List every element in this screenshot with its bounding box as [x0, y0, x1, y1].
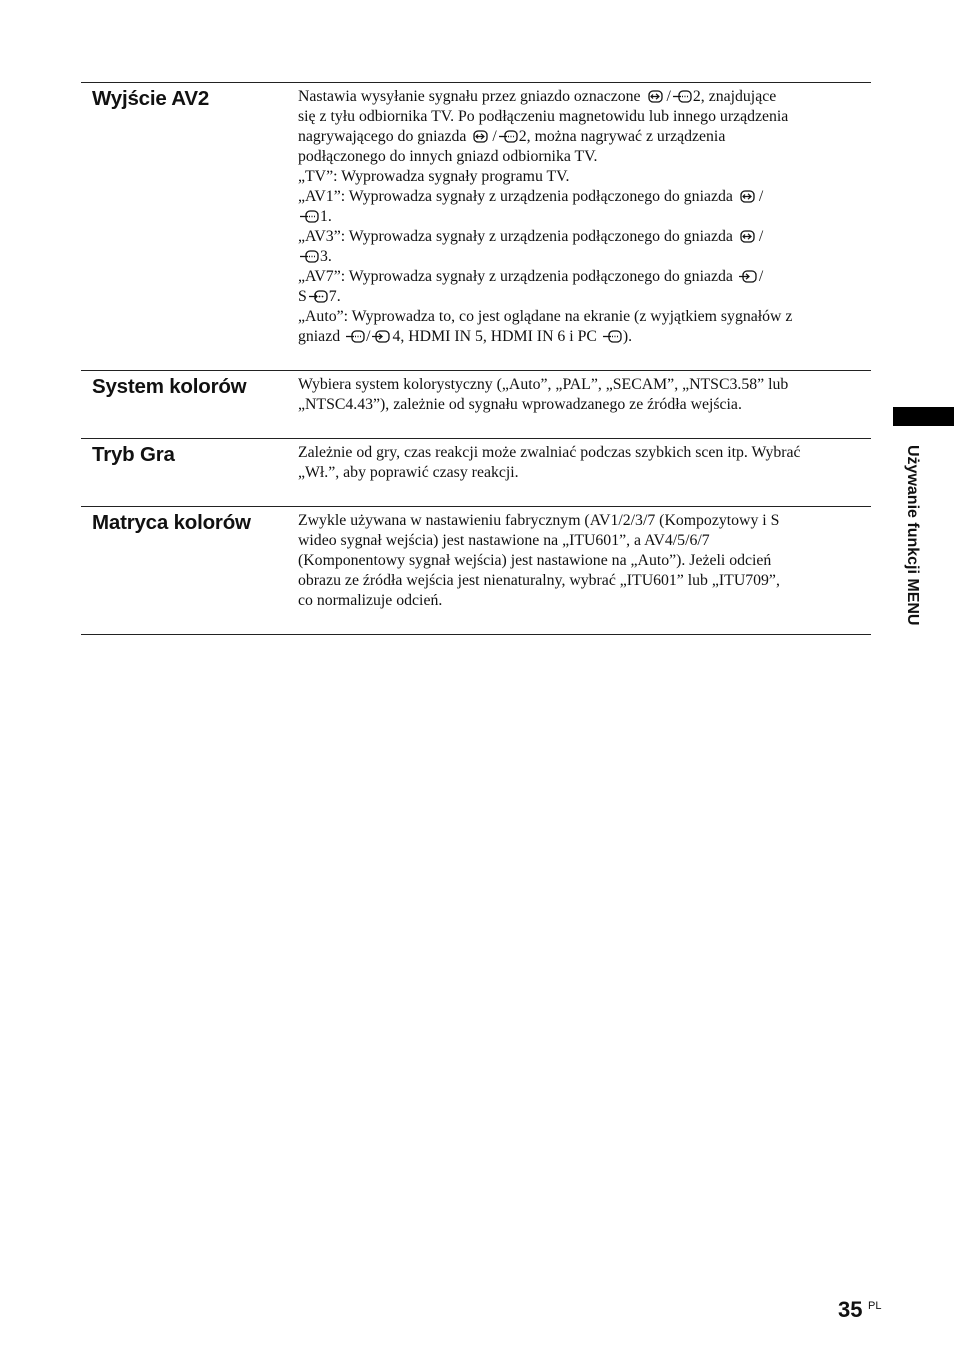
page-language: PL — [868, 1300, 882, 1312]
body-line — [298, 127, 873, 147]
body-line — [298, 463, 873, 483]
body-line — [298, 107, 873, 127]
body-text: 3. — [320, 248, 332, 265]
body-text: Zwykle używana w nastawieniu fabrycznym (AV1/2/3/7 (Kompozytowy i S — [298, 512, 780, 529]
body-text: / — [758, 268, 764, 285]
table-bottom-rule — [81, 634, 871, 635]
body-text: (Komponentowy sygnał wejścia) jest nastawione na „Auto”). Jeżeli odcień — [298, 552, 772, 569]
section-system-kolorow — [81, 370, 871, 413]
section-title: Wyjście AV2 — [92, 87, 210, 110]
body-line — [298, 571, 873, 591]
body-line — [298, 531, 873, 551]
body-text: / — [666, 88, 671, 105]
body-line — [298, 443, 873, 463]
body-text: „NTSC4.43”), zależnie od sygnału wprowadzanego ze źródła wejścia. — [298, 396, 742, 413]
scart-in-out-icon — [645, 88, 667, 105]
component-out-icon — [601, 328, 623, 345]
scart-in-out-icon — [737, 188, 759, 205]
section-title: System kolorów — [92, 375, 247, 398]
body-text: gniazd — [298, 328, 345, 345]
body-text: „Auto”: Wyprowadza to, co jest oglądane na ekranie (z wyjątkiem sygnałów z — [298, 308, 793, 325]
component-out-icon — [298, 248, 320, 265]
body-text: „Wł.”, aby poprawić czasy reakcji. — [298, 464, 519, 481]
body-text: 4, HDMI IN 5, HDMI IN 6 i PC — [392, 328, 601, 345]
body-text: „AV7”: Wyprowadza sygnały z urządzenia podłączonego do gniazda — [298, 268, 737, 285]
s-video-in-icon — [307, 288, 329, 305]
body-text: S — [298, 288, 307, 305]
body-line — [298, 307, 873, 327]
body-line — [298, 591, 873, 611]
body-line — [298, 327, 873, 347]
body-text: / — [758, 188, 764, 205]
body-text: co normalizuje odcień. — [298, 592, 443, 609]
body-text: się z tyłu odbiornika TV. Po podłączeniu magnetowidu lub innego urządzenia — [298, 108, 789, 125]
body-text: 1. — [320, 208, 332, 225]
section-body — [298, 375, 873, 415]
body-line — [298, 551, 873, 571]
body-text: / — [366, 328, 371, 345]
body-line — [298, 167, 873, 187]
scart-in-out-icon — [470, 128, 492, 145]
body-text: 2, znajdujące — [692, 88, 777, 105]
video-in-icon — [370, 328, 392, 345]
body-text: / — [492, 128, 497, 145]
body-text: „TV”: Wyprowadza sygnały programu TV. — [298, 168, 570, 185]
section-wyjscie-av2 — [81, 82, 871, 345]
body-text: / — [758, 228, 764, 245]
component-out-icon — [344, 328, 366, 345]
body-text: nagrywającego do gniazda — [298, 128, 471, 145]
body-text: Nastawia wysyłanie sygnału przez gniazdo oznaczone — [298, 88, 645, 105]
body-line — [298, 511, 873, 531]
section-tryb-gra — [81, 438, 871, 481]
body-text: 2, można nagrywać z urządzenia — [518, 128, 726, 145]
body-text: obrazu ze źródła wejścia jest nienaturalny, wybrać „ITU601” lub „ITU709”, — [298, 572, 780, 589]
side-chapter-label: Używanie funkcji MENU — [904, 445, 921, 626]
body-text: wideo sygnał wejścia) jest nastawione na „ITU601”, a AV4/5/6/7 — [298, 532, 710, 549]
body-line — [298, 375, 873, 395]
component-out-icon — [497, 128, 519, 145]
body-text: Wybiera system kolorystyczny („Auto”, „PAL”, „SECAM”, „NTSC3.58” lub — [298, 376, 789, 393]
page-number: 35 — [838, 1297, 863, 1322]
side-tab-marker — [893, 407, 954, 426]
body-line — [298, 207, 873, 227]
body-line — [298, 247, 873, 267]
body-line — [298, 395, 873, 415]
section-body — [298, 443, 873, 483]
body-text: podłączonego do innych gniazd odbiornika TV. — [298, 148, 598, 165]
section-title: Matryca kolorów — [92, 511, 251, 534]
body-line — [298, 267, 873, 287]
body-text: ). — [622, 328, 633, 345]
section-body — [298, 511, 873, 611]
section-body — [298, 87, 873, 347]
component-out-icon — [298, 208, 320, 225]
body-line — [298, 227, 873, 247]
section-matryca-kolorow — [81, 506, 871, 609]
body-text: Zależnie od gry, czas reakcji może zwalniać podczas szybkich scen itp. Wybrać — [298, 444, 801, 461]
body-line — [298, 147, 873, 167]
body-text: „AV1”: Wyprowadza sygnały z urządzenia podłączonego do gniazda — [298, 188, 737, 205]
body-text: „AV3”: Wyprowadza sygnały z urządzenia podłączonego do gniazda — [298, 228, 737, 245]
body-line — [298, 187, 873, 207]
body-line — [298, 87, 873, 107]
component-out-icon — [671, 88, 693, 105]
section-title: Tryb Gra — [92, 443, 175, 466]
video-in-icon — [737, 268, 759, 285]
body-line — [298, 287, 873, 307]
scart-in-out-icon — [737, 228, 759, 245]
body-text: 7. — [328, 288, 341, 305]
